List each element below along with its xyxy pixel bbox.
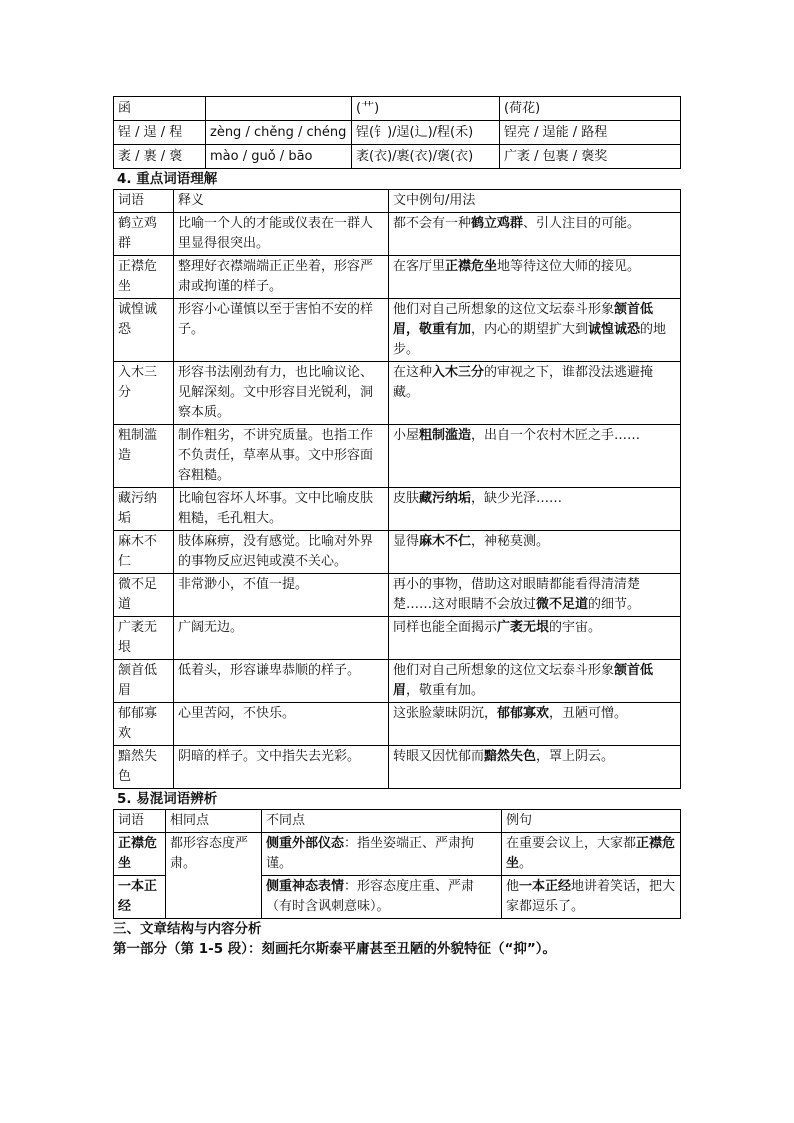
table-row <box>114 617 681 660</box>
table-row <box>114 362 681 425</box>
word-cell: 藏污纳垢 <box>114 488 174 531</box>
header-meaning: 释义 <box>174 190 389 213</box>
example-cell: 显得麻木不仁，神秘莫测。 <box>389 531 681 574</box>
table-row <box>114 299 681 362</box>
word-cell: 颔首低眉 <box>114 660 174 703</box>
part-1-summary: 第一部分（第 1-5 段）：刻画托尔斯泰平庸甚至丑陋的外貌特征（“抑”）。 <box>113 941 557 957</box>
table-row <box>114 213 681 256</box>
diff-cell: 侧重神态表情：形容态度庄重、严肃（有时含讽刺意味）。 <box>262 876 502 919</box>
radical-cell: 锃(钅)/逞(辶)/程(禾) <box>352 121 500 145</box>
word-cell: (荷花) <box>500 97 681 121</box>
meaning-cell: 心里苦闷，不快乐。 <box>174 703 389 746</box>
word-cell: 微不足道 <box>114 574 174 617</box>
word-cell: 一本正经 <box>114 876 166 919</box>
example-cell: 他们对自己所想象的这位文坛泰斗形象颔首低眉，敬重有加，内心的期望扩大到诚惶诚恐的地步。 <box>389 299 681 362</box>
example-cell: 皮肤藏污纳垢，缺少光泽…… <box>389 488 681 531</box>
meaning-cell: 非常渺小，不值一提。 <box>174 574 389 617</box>
example-cell: 在客厅里正襟危坐地等待这位大师的接见。 <box>389 256 681 299</box>
char-cell: 函 <box>114 97 206 121</box>
char-cell: 袤 / 裹 / 褒 <box>114 145 206 169</box>
word-cell: 广袤无垠 <box>114 617 174 660</box>
vocab-header-row <box>114 190 681 213</box>
pinyin-cell: mào / guǒ / bāo <box>206 145 352 169</box>
character-table <box>113 96 681 169</box>
table-row <box>114 746 681 789</box>
table-row <box>114 703 681 746</box>
word-cell: 郁郁寡欢 <box>114 703 174 746</box>
radical-cell: (艹) <box>352 97 500 121</box>
table-row <box>114 833 681 876</box>
meaning-cell: 广阔无边。 <box>174 617 389 660</box>
header-word: 词语 <box>114 810 166 833</box>
meaning-cell: 比喻包容坏人坏事。文中比喻皮肤粗糙，毛孔粗大。 <box>174 488 389 531</box>
example-cell: 小屋粗制滥造，出自一个农村木匠之手…… <box>389 425 681 488</box>
meaning-cell: 低着头，形容谦卑恭顺的样子。 <box>174 660 389 703</box>
char-cell: 锃 / 逞 / 程 <box>114 121 206 145</box>
vocab-table <box>113 189 681 789</box>
word-cell: 广袤 / 包裹 / 褒奖 <box>500 145 681 169</box>
word-cell: 锃亮 / 逞能 / 路程 <box>500 121 681 145</box>
header-common: 相同点 <box>166 810 262 833</box>
header-example: 文中例句/用法 <box>389 190 681 213</box>
word-cell: 麻木不仁 <box>114 531 174 574</box>
common-cell: 都形容态度严肃。 <box>166 833 262 919</box>
word-cell: 诚惶诚恐 <box>114 299 174 362</box>
section-5-title: 5. 易混词语辨析 <box>117 791 218 807</box>
table-row <box>114 531 681 574</box>
table-row <box>114 574 681 617</box>
word-cell: 正襟危坐 <box>114 833 166 876</box>
example-cell: 他一本正经地讲着笑话，把大家都逗乐了。 <box>502 876 681 919</box>
header-word: 词语 <box>114 190 174 213</box>
example-cell: 在重要会议上，大家都正襟危坐。 <box>502 833 681 876</box>
section-4-title: 4. 重点词语理解 <box>117 171 218 187</box>
example-cell: 这张脸蒙昧阴沉，郁郁寡欢，丑陋可憎。 <box>389 703 681 746</box>
table-row <box>114 488 681 531</box>
document-page <box>113 96 681 959</box>
table-row <box>114 256 681 299</box>
table-row <box>114 145 681 169</box>
confusable-table <box>113 809 681 919</box>
word-cell: 鹤立鸡群 <box>114 213 174 256</box>
pinyin-cell <box>206 97 352 121</box>
example-cell: 都不会有一种鹤立鸡群、引人注目的可能。 <box>389 213 681 256</box>
pinyin-cell: zèng / chěng / chéng <box>206 121 352 145</box>
example-cell: 他们对自己所想象的这位文坛泰斗形象颔首低眉，敬重有加。 <box>389 660 681 703</box>
meaning-cell: 形容书法刚劲有力，也比喻议论、见解深刻。文中形容目光锐利，洞察本质。 <box>174 362 389 425</box>
word-cell: 粗制滥造 <box>114 425 174 488</box>
example-cell: 在这种入木三分的审视之下，谁都没法逃避掩藏。 <box>389 362 681 425</box>
header-example: 例句 <box>502 810 681 833</box>
word-cell: 入木三分 <box>114 362 174 425</box>
confusable-header-row <box>114 810 681 833</box>
word-cell: 黯然失色 <box>114 746 174 789</box>
section-3-title: 三、文章结构与内容分析 <box>113 921 262 937</box>
meaning-cell: 比喻一个人的才能或仪表在一群人里显得很突出。 <box>174 213 389 256</box>
header-diff: 不同点 <box>262 810 502 833</box>
table-row <box>114 660 681 703</box>
word-cell: 正襟危坐 <box>114 256 174 299</box>
example-cell: 转眼又因忧郁而黯然失色，罩上阴云。 <box>389 746 681 789</box>
example-cell: 再小的事物，借助这对眼睛都能看得清清楚楚……这对眼睛不会放过微不足道的细节。 <box>389 574 681 617</box>
meaning-cell: 形容小心谨慎以至于害怕不安的样子。 <box>174 299 389 362</box>
meaning-cell: 制作粗劣，不讲究质量。也指工作不负责任，草率从事。文中形容面容粗糙。 <box>174 425 389 488</box>
example-cell: 同样也能全面揭示广袤无垠的宇宙。 <box>389 617 681 660</box>
meaning-cell: 阴暗的样子。文中指失去光彩。 <box>174 746 389 789</box>
meaning-cell: 整理好衣襟端端正正坐着，形容严肃或拘谨的样子。 <box>174 256 389 299</box>
table-row <box>114 97 681 121</box>
table-row <box>114 425 681 488</box>
diff-cell: 侧重外部仪态：指坐姿端正、严肃拘谨。 <box>262 833 502 876</box>
radical-cell: 袤(衣)/裹(衣)/褒(衣) <box>352 145 500 169</box>
meaning-cell: 肢体麻痹，没有感觉。比喻对外界的事物反应迟钝或漠不关心。 <box>174 531 389 574</box>
table-row <box>114 121 681 145</box>
